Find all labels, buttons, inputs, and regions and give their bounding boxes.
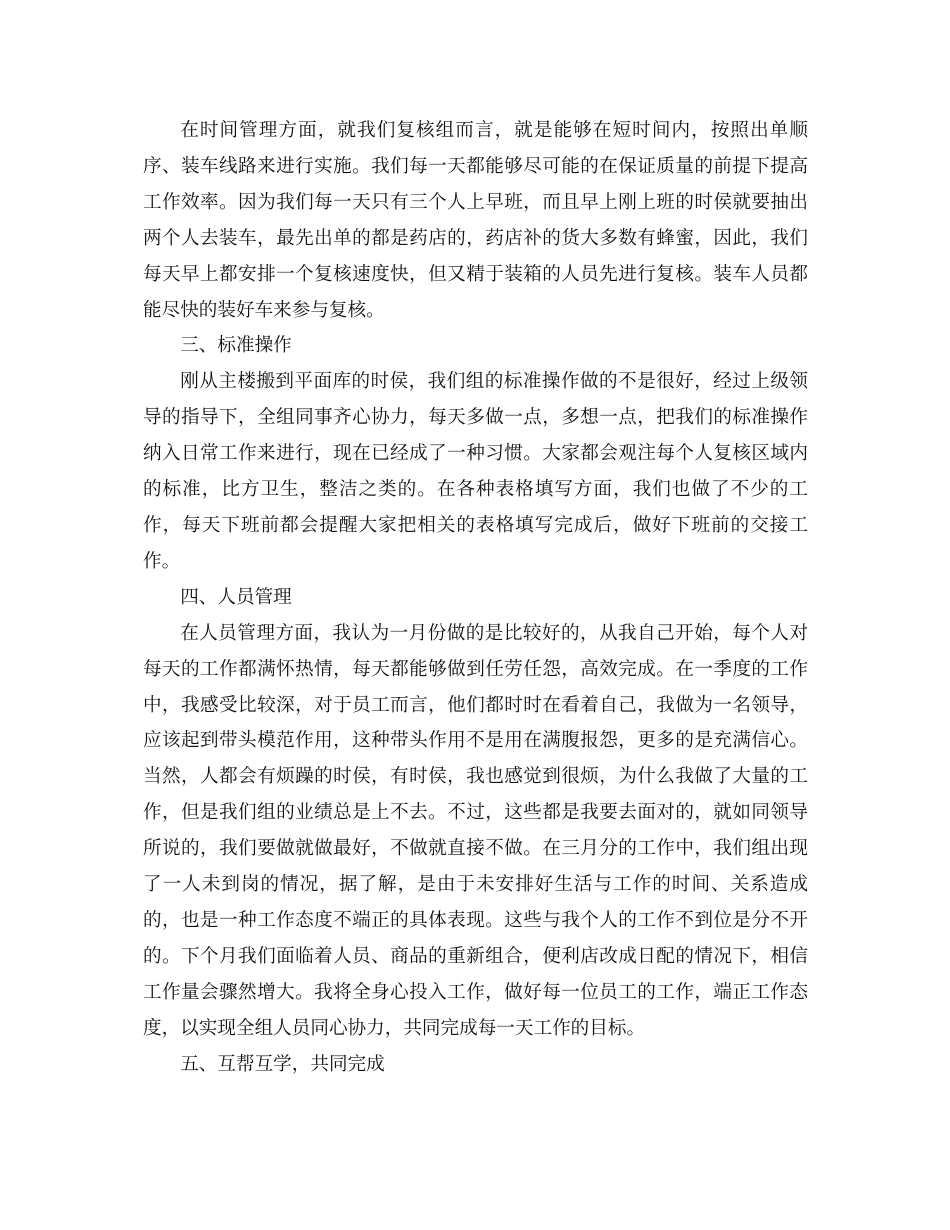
paragraph-standard-operation: 刚从主楼搬到平面库的时侯，我们组的标准操作做的不是很好，经过上级领导的指导下，全组同事齐心协力，每天多做一点，多想一点，把我们的标准操作纳入日常工作来进行，现在已经成了一种习惯。大家都会观注每个人复核区域内的标准，比方卫生，整洁之类的。在各种表格填写方面，我们也做了不少的工作，每天下班前都会提醒大家把相关的表格填写完成后，做好下班前的交接工作。 [143, 371, 808, 572]
document-body [143, 113, 808, 1082]
section-heading-personnel-management: 四、人员管理 [180, 586, 292, 608]
paragraph-time-management: 在时间管理方面，就我们复核组而言，就是能够在短时间内，按照出单顺序、装车线路来进行实施。我们每一天都能够尽可能的在保证质量的前提下提高工作效率。因为我们每一天只有三个人上早班，而且早上刚上班的时侯就要抽出两个人去装车，最先出单的都是药店的，药店补的货大多数有蜂蜜，因此，我们每天早上都安排一个复核速度快，但又精于装箱的人员先进行复核。装车人员都能尽快的装好车来参与复核。 [143, 120, 808, 321]
section-heading-standard-operation: 三、标准操作 [180, 335, 292, 357]
section-heading-mutual-help: 五、互帮互学，共同完成 [180, 1053, 385, 1075]
paragraph-personnel-management: 在人员管理方面，我认为一月份做的是比较好的，从我自己开始，每个人对每天的工作都满怀热情，每天都能够做到任劳任怨，高效完成。在一季度的工作中，我感受比较深，对于员工而言，他们都时时在看着自己，我做为一名领导，应该起到带头模范作用，这种带头作用不是用在满腹报怨，更多的是充满信心。当然，人都会有烦躁的时侯，有时侯，我也感觉到很烦，为什么我做了大量的工作，但是我们组的业绩总是上不去。不过，这些都是我要去面对的，就如同领导所说的，我们要做就做最好，不做就直接不做。在三月分的工作中，我们组出现了一人未到岗的情况，据了解，是由于未安排好生活与工作的时间、关系造成的，也是一种工作态度不端正的具体表现。这些与我个人的工作不到位是分不开的。下个月我们面临着人员、商品的重新组合，便利店改成日配的情况下，相信工作量会骤然增大。我将全身心投入工作，做好每一位员工的工作，端正工作态度，以实现全组人员同心协力，共同完成每一天工作的目标。 [143, 622, 808, 1039]
